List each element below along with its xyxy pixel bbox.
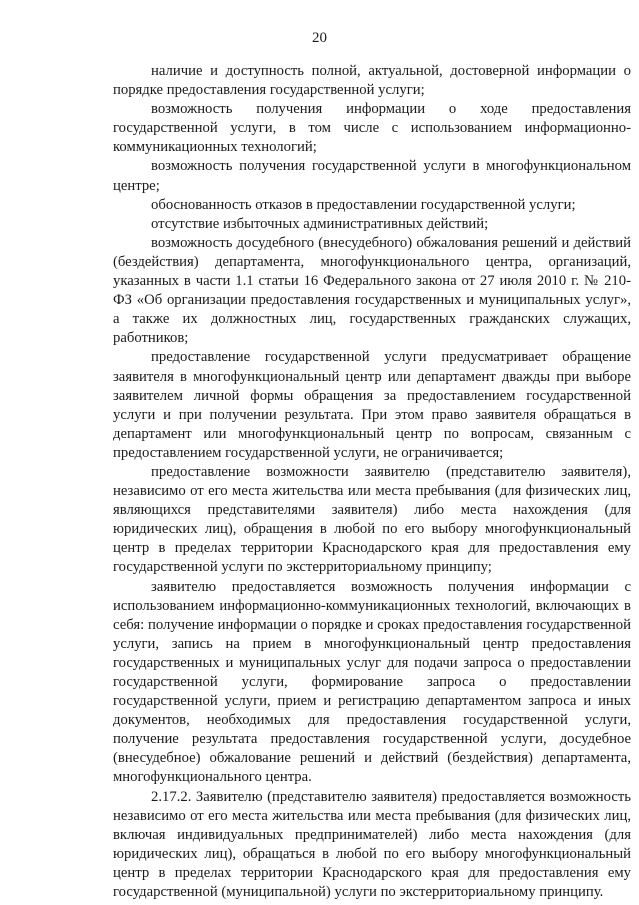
- paragraph: наличие и доступность полной, актуальной, достоверной информации о порядке предоставления государственной услуги;: [113, 63, 631, 99]
- page-number: 20: [312, 30, 327, 46]
- paragraph: возможность досудебного (внесудебного) обжалования решений и действий (бездействия) департамента, многофункционального центра, организаций, указанных в части 1.1 статьи 16 Федерального закона от 27 июля 2010 г. № 210-ФЗ «Об организации предоставления государственных и муниципальных услуг», а также их должностных лиц, государственных гражданских служащих, работников;: [113, 234, 631, 347]
- paragraph: отсутствие избыточных административных действий;: [151, 215, 489, 232]
- document-body: [113, 62, 631, 902]
- paragraph: предоставление государственной услуги предусматривает обращение заявителя в многофункциональный центр или департамент дважды при выборе заявителем личной формы обращения за предоставлением государственной услуги и при получении результата. При этом право заявителя обращаться в департамент или многофункциональный центр по вопросам, связанным с предоставлением государственной услуги, не ограничивается;: [113, 349, 631, 461]
- paragraph: возможность получения информации о ходе предоставления государственной услуги, в том числе с использованием информационно-коммуникационных технологий;: [113, 101, 631, 156]
- paragraph: предоставление возможности заявителю (представителю заявителя), независимо от его места жительства или места пребывания (для физических лиц, являющихся представителями заявителя) либо места нахождения (для юридических лиц), обращения в любой по его выбору многофункциональный центр в пределах территории Краснодарского края для предоставления ему государственной услуги по экстерриториальному принципу;: [113, 463, 631, 576]
- paragraph: возможность получения государственной услуги в многофункциональном центре;: [113, 158, 631, 194]
- paragraph-section-2-17-2: 2.17.2. Заявителю (представителю заявителя) предоставляется возможность независимо от его места жительства или места пребывания (для физических лиц, включая индивидуальных предпринимателей) либо места нахождения (для юридических лиц), обращаться в любой по его выбору многофункциональный центр в пределах территории Краснодарского края для предоставления ему государственной (муниципальной) услуги по экстерриториальному принципу.: [113, 788, 631, 901]
- paragraph: обоснованность отказов в предоставлении государственной услуги;: [151, 196, 576, 213]
- paragraph: заявителю предоставляется возможность получения информации с использованием информационно-коммуникационных технологий, включающих в себя: получение информации о порядке и сроках предоставления государственной услуги, запись на прием в многофункциональный центр предоставления государственных и муниципальных услуг для подачи запроса о предоставлении государственной услуги, формирование запроса о предоставлении государственной услуги, прием и регистрацию департаментом запроса и иных документов, необходимых для предоставления государственной услуги, получение результата предоставления государственной услуги, досудебное (внесудебное) обжалование решений и действий (бездействия) департамента, многофункционального центра.: [113, 578, 631, 786]
